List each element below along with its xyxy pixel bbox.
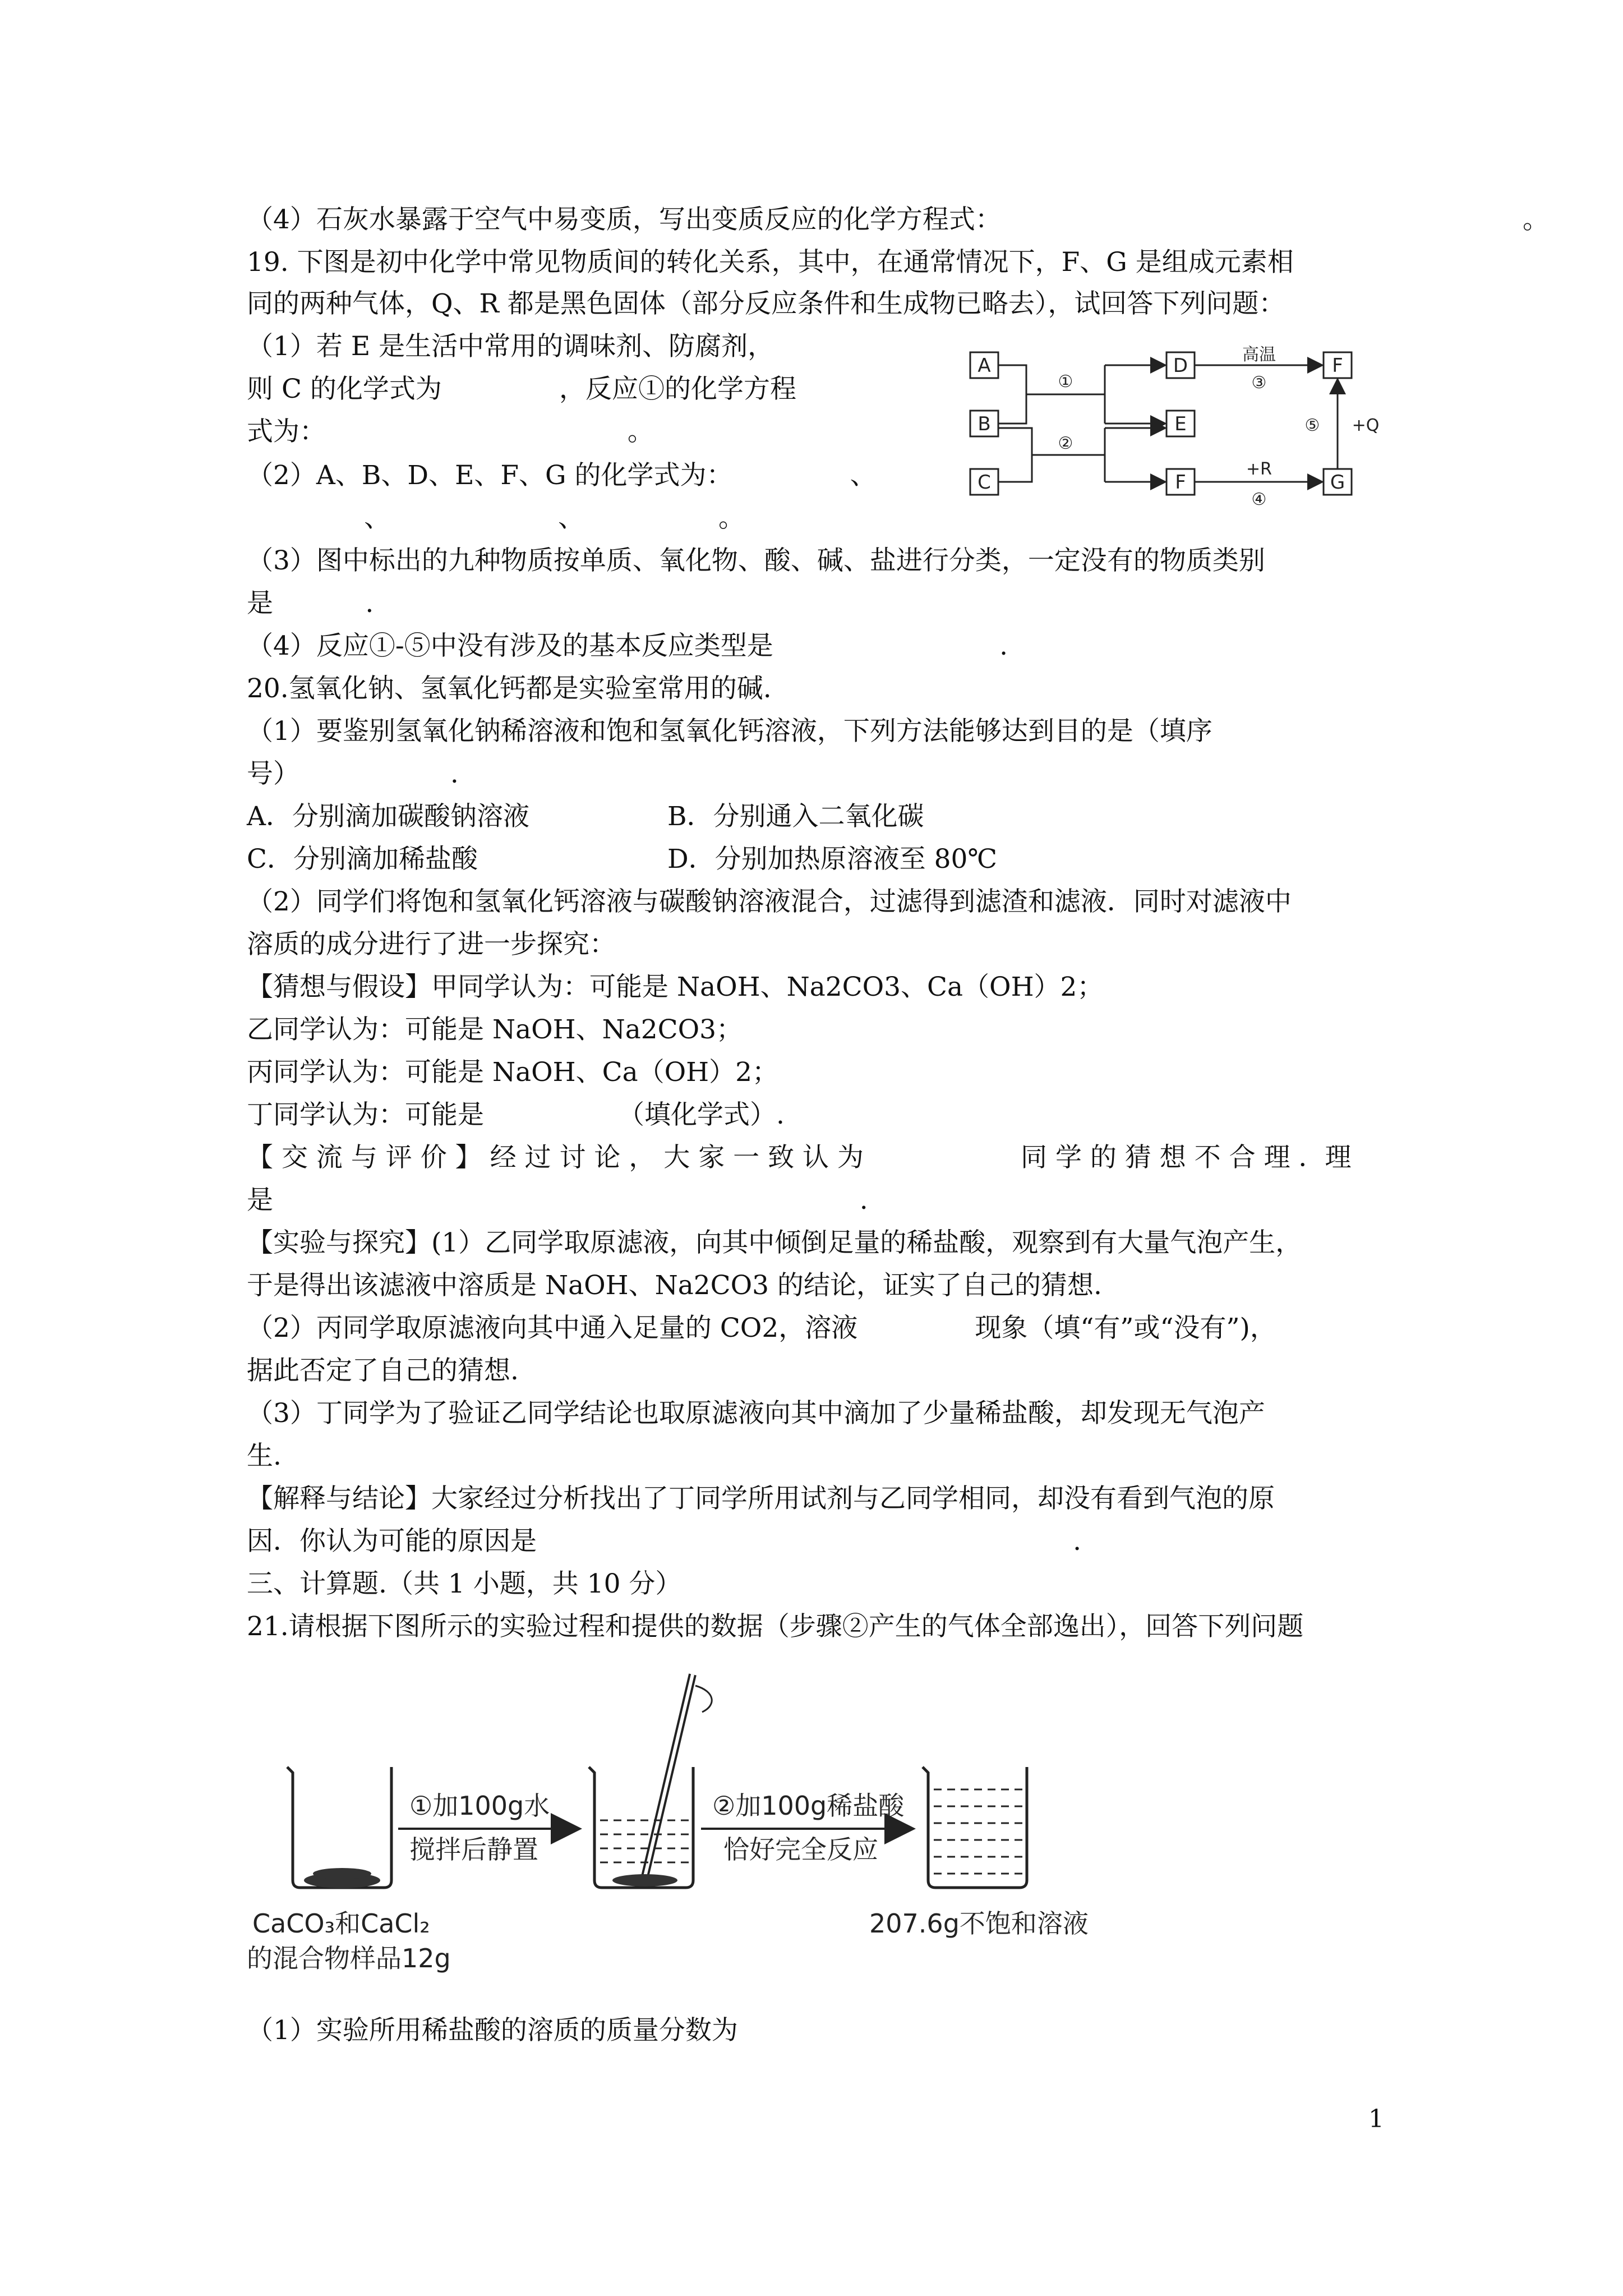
reaction-1-label: ① (1058, 372, 1073, 392)
condition-gaowen: 高温 (1242, 345, 1276, 365)
q19-part3-line2: 是 . (247, 588, 374, 619)
step1-label-line2: 搅拌后静置 (409, 1834, 538, 1865)
reaction-4-label: ④ (1251, 490, 1267, 509)
q19-part2-line1: （2）A、B、D、E、F、G 的化学式为： 、 (247, 460, 877, 491)
step2-label-line2: 恰好完全反应 (723, 1834, 878, 1865)
beaker-3 (923, 1767, 1027, 1888)
box-label: B (978, 413, 991, 435)
q18-part4-end: 。 (1523, 204, 1549, 235)
q20-part2-line2: 溶质的成分进行了进一步探究： (247, 929, 616, 960)
q19-part1-line3: 式为： 。 (247, 416, 654, 447)
q20-hypothesis-jia: 【猜想与假设】甲同学认为：可能是 NaOH、Na2CO3、Ca（OH）2； (247, 972, 1104, 1002)
sample-label-line1: CaCO₃和CaCl₂ (252, 1908, 430, 1939)
box-label: C (978, 471, 991, 494)
q20-option-c: C．分别滴加稀盐酸 (247, 844, 478, 875)
q19-intro-line1: 19. 下图是初中化学中常见物质间的转化关系，其中，在通常情况下，F、G 是组成元素相 (247, 247, 1294, 278)
q20-hypothesis-bing: 丙同学认为：可能是 NaOH、Ca（OH）2； (247, 1057, 779, 1088)
reaction-diagram (953, 341, 1419, 509)
q20-hypothesis-ding: 丁同学认为：可能是 （填化学式）. (247, 1099, 785, 1130)
q20-hypothesis-yi: 乙同学认为：可能是 NaOH、Na2CO3； (247, 1014, 743, 1045)
q19-part2-line2: 、 、 。 (247, 503, 745, 533)
q18-part4: （4）石灰水暴露于空气中易变质，写出变质反应的化学方程式： (247, 204, 1002, 235)
q20-part2-line1: （2）同学们将饱和氢氧化钙溶液与碳酸钠溶液混合，过滤得到滤渣和滤液．同时对滤液中 (247, 886, 1292, 917)
q20-option-d: D．分别加热原溶液至 80℃ (667, 844, 998, 875)
sample-label-line2: 的混合物样品12g (247, 1943, 451, 1973)
q20-intro: 20.氢氧化钠、氢氧化钙都是实验室常用的碱. (247, 673, 772, 704)
q20-conclusion-line2: 因．你认为可能的原因是 . (247, 1526, 1082, 1557)
box-label: F (1332, 355, 1343, 377)
reaction-5-label: ⑤ (1304, 416, 1320, 435)
q20-part1-line2: 号） . (247, 758, 459, 789)
step1-label-line1: ①加100g水 (409, 1791, 550, 1821)
q19-part3-line1: （3）图中标出的九种物质按单质、氧化物、酸、碱、盐进行分类，一定没有的物质类别 (247, 545, 1265, 576)
box-label: G (1330, 471, 1345, 494)
reagent-plus-r: +R (1246, 459, 1272, 479)
q20-experiment1-line2: 于是得出该滤液中溶质是 NaOH、Na2CO3 的结论，证实了自己的猜想. (247, 1270, 1102, 1301)
reaction-2-label: ② (1058, 434, 1073, 453)
experiment-figure (236, 1660, 1144, 1991)
result-label: 207.6g不饱和溶液 (869, 1908, 1089, 1939)
q20-option-a: A．分别滴加碳酸钠溶液 (247, 801, 529, 832)
q20-evaluation-line1b: 同 学 的 猜 想 不 合 理 ．理 (1021, 1142, 1352, 1173)
q19-part1-line1: （1）若 E 是生活中常用的调味剂、防腐剂， (247, 331, 774, 362)
box-label: D (1173, 355, 1188, 377)
q20-experiment2-line1: （2）丙同学取原滤液向其中通入足量的 CO2，溶液 现象（填“有”或“没有”)， (247, 1313, 1276, 1343)
q20-evaluation-line1a: 【 交 流 与 评 价 】 经 过 讨 论 ， 大 家 一 致 认 为 (247, 1142, 864, 1173)
step2-label-line1: ②加100g稀盐酸 (712, 1791, 905, 1821)
box-label: A (978, 355, 991, 377)
box-label: E (1174, 413, 1187, 435)
q20-evaluation-line2: 是 . (247, 1185, 868, 1216)
q20-experiment1-line1: 【实验与探究】(1）乙同学取原滤液，向其中倾倒足量的稀盐酸，观察到有大量气泡产生， (247, 1227, 1302, 1258)
q20-option-b: B．分别通入二氧化碳 (667, 801, 924, 832)
q20-experiment3-line1: （3）丁同学为了验证乙同学结论也取原滤液向其中滴加了少量稀盐酸，却发现无气泡产 (247, 1398, 1265, 1429)
q20-experiment3-line2: 生. (247, 1441, 282, 1471)
q19-part4: （4）反应①-⑤中没有涉及的基本反应类型是 . (247, 631, 1008, 661)
page-number: 1 (1368, 2105, 1384, 2133)
q20-conclusion-line1: 【解释与结论】大家经过分析找出了丁同学所用试剂与乙同学相同，却没有看到气泡的原 (247, 1483, 1275, 1514)
q21-part1: （1）实验所用稀盐酸的溶质的质量分数为 (247, 2015, 738, 2046)
q20-part1-line1: （1）要鉴别氢氧化钠稀溶液和饱和氢氧化钙溶液，下列方法能够达到目的是（填序 (247, 716, 1212, 747)
q20-experiment2-line2: 据此否定了自己的猜想. (247, 1355, 519, 1386)
reaction-3-label: ③ (1251, 373, 1267, 393)
beaker-2 (589, 1767, 693, 1888)
q19-intro-line2: 同的两种气体，Q、R 都是黑色固体（部分反应条件和生成物已略去），试回答下列问题： (247, 288, 1285, 319)
section-3-heading: 三、计算题.（共 1 小题，共 10 分） (247, 1568, 682, 1599)
reagent-plus-q: +Q (1352, 416, 1380, 435)
box-label: F (1175, 471, 1186, 494)
q19-part1-line2: 则 C 的化学式为 ，反应①的化学方程 (247, 374, 796, 404)
q21-intro: 21.请根据下图所示的实验过程和提供的数据（步骤②产生的气体全部逸出），回答下列问题 (247, 1611, 1304, 1642)
